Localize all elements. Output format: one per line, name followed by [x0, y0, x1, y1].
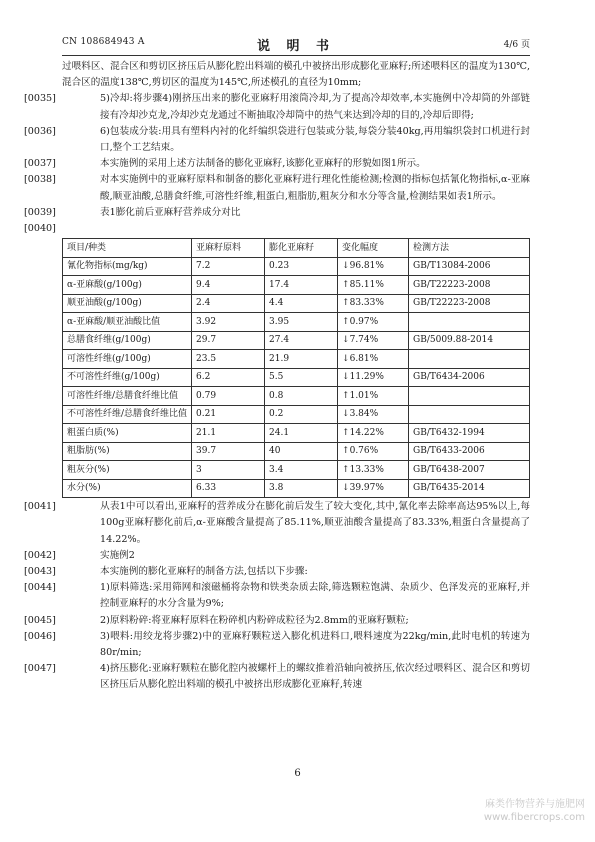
table-cell: GB/5009.88-2014	[409, 331, 530, 350]
table-cell: 29.7	[192, 331, 265, 350]
table-cell: 40	[265, 442, 338, 461]
table-row	[63, 294, 530, 313]
table-header-cell: 项目/种类	[63, 239, 192, 258]
table-cell: ↑83.33%	[338, 294, 409, 313]
table-cell: 39.7	[192, 442, 265, 461]
table-header-cell: 检测方法	[409, 239, 530, 258]
table-row	[63, 479, 530, 498]
watermark-line2: www.fibercrops.com	[483, 812, 585, 823]
paragraph	[24, 629, 530, 661]
table-cell: α-亚麻酸/顺亚油酸比值	[63, 313, 192, 332]
nutrition-table	[62, 238, 530, 498]
paragraph-number: [0036]	[24, 125, 56, 137]
table-cell: 粗脂肪(%)	[63, 442, 192, 461]
table-cell: 3	[192, 461, 265, 480]
table-cell: 顺亚油酸(g/100g)	[63, 294, 192, 313]
table-cell: 0.79	[192, 387, 265, 406]
paragraph	[24, 499, 530, 548]
table-cell: 水分(%)	[63, 479, 192, 498]
table-cell: 3.4	[265, 461, 338, 480]
table-cell: 粗蛋白质(%)	[63, 424, 192, 443]
paragraph-number: [0044]	[24, 582, 56, 594]
paragraphs-before-table	[24, 59, 530, 237]
table-cell: GB/T22223-2008	[409, 276, 530, 295]
table-cell: 23.5	[192, 350, 265, 369]
patent-number: CN 108684943 A	[62, 37, 145, 47]
table-cell: 3.92	[192, 313, 265, 332]
paragraph-text: 3)喂料:用绞龙将步骤2)中的亚麻籽颗粒送入膨化机进料口,喂料速度为22kg/min,此时电机的转速为80r/min;	[100, 630, 530, 659]
paragraph-number: [0037]	[24, 158, 56, 170]
table-header-cell: 膨化亚麻籽	[265, 239, 338, 258]
paragraph-number: [0043]	[24, 566, 56, 578]
table-cell: 2.4	[192, 294, 265, 313]
paragraph	[24, 564, 530, 580]
page-number: 6	[294, 768, 301, 779]
paragraph-number: [0047]	[24, 663, 56, 675]
table-cell: 粗灰分(%)	[63, 461, 192, 480]
table-row	[63, 442, 530, 461]
paragraph-text: 表1膨化前后亚麻籽营养成分对比	[100, 206, 241, 218]
paragraphs-after-table	[24, 499, 530, 693]
table-cell: ↑0.97%	[338, 313, 409, 332]
paragraph	[24, 221, 530, 237]
paragraph	[24, 91, 530, 123]
table-cell: GB/T13084-2006	[409, 257, 530, 276]
paragraph	[24, 172, 530, 204]
paragraph-text: 4)挤压膨化:亚麻籽颗粒在膨化腔内被螺杆上的螺纹推着沿轴向被挤压,依次经过喂料区、混合区和剪切区挤压后从膨化腔出料端的模孔中被挤出形成膨化亚麻籽,转速	[100, 663, 530, 691]
table-header-row	[63, 239, 530, 258]
table-row	[63, 368, 530, 387]
paragraph	[24, 613, 530, 629]
paragraph-text: 5)冷却:将步骤4)刚挤压出来的膨化亚麻籽用滚筒冷却,为了提高冷却效率,本实施例中冷却筒的外部链接有冷却沙克龙,冷却沙克龙通过不断抽取冷却筒中的热气来达到冷却的目的,冷却后即得;	[100, 93, 530, 121]
table-cell: 6.2	[192, 368, 265, 387]
paragraph	[24, 205, 530, 221]
table-row	[63, 276, 530, 295]
header-rule	[62, 55, 530, 56]
table-cell	[409, 350, 530, 369]
table-cell: 氰化物指标(mg/kg)	[63, 257, 192, 276]
paragraph-text: 1)原料筛选:采用筛网和滚磁桶将杂物和铁类杂质去除,筛选颗粒饱满、杂质少、色泽发亮的亚麻籽,并控制亚麻籽的水分含量为9%;	[100, 582, 530, 610]
table-cell: 3.95	[265, 313, 338, 332]
table-cell: 0.21	[192, 405, 265, 424]
table-cell: 不可溶性纤维(g/100g)	[63, 368, 192, 387]
table-cell: GB/T6435-2014	[409, 479, 530, 498]
table-cell: 3.8	[265, 479, 338, 498]
table-cell: ↓3.84%	[338, 405, 409, 424]
paragraph-text: 过喂料区、混合区和剪切区挤压后从膨化腔出料端的模孔中被挤出形成膨化亚麻籽;所述喂料区的温度为130℃,混合区的温度138℃,剪切区的温度为145℃,所述模孔的直径为10mm;	[62, 61, 530, 89]
table-cell: ↓6.81%	[338, 350, 409, 369]
paragraph-text: 从表1中可以看出,亚麻籽的营养成分在膨化前后发生了较大变化,其中,氰化率去除率高达95%以上,每100g亚麻籽膨化前后,α-亚麻酸含量提高了85.11%,顺亚油酸含量提高了83.33%,粗蛋白含量提高了14.22%。	[100, 501, 530, 545]
table-cell: 可溶性纤维/总膳食纤维比值	[63, 387, 192, 406]
watermark-line1: 麻类作物营养与施肥网	[485, 799, 585, 810]
table-row	[63, 313, 530, 332]
table-cell	[409, 313, 530, 332]
paragraph-number: [0042]	[24, 549, 56, 561]
paragraph-number: [0045]	[24, 614, 56, 626]
table-row	[63, 257, 530, 276]
table-cell: ↓11.29%	[338, 368, 409, 387]
document-body	[24, 59, 530, 694]
table-cell: ↑0.76%	[338, 442, 409, 461]
paragraph	[24, 124, 530, 156]
table-cell: GB/T6438-2007	[409, 461, 530, 480]
paragraph-number: [0035]	[24, 93, 56, 105]
table-cell: GB/T6433-2006	[409, 442, 530, 461]
table-cell: 27.4	[265, 331, 338, 350]
document-title: 说 明 书	[256, 39, 336, 54]
table-cell: ↑85.11%	[338, 276, 409, 295]
table-cell: 24.1	[265, 424, 338, 443]
paragraph-text: 6)包装成分装:用具有塑料内衬的化纤编织袋进行包装或分装,每袋分装40kg,再用编织袋封口机进行封口,整个工艺结束。	[100, 125, 530, 154]
table-cell: ↑1.01%	[338, 387, 409, 406]
table-cell	[409, 387, 530, 406]
table-cell: 7.2	[192, 257, 265, 276]
paragraph	[24, 661, 530, 693]
paragraph-text: 对本实施例中的亚麻籽原料和制备的膨化亚麻籽进行理化性能检测;检测的指标包括氰化物指标,α-亚麻酸,顺亚油酸,总膳食纤维,可溶性纤维,粗蛋白,粗脂肪,粗灰分和水分等含量,检测结果如表1所示。	[100, 174, 530, 202]
table-row	[63, 424, 530, 443]
table-cell: 6.33	[192, 479, 265, 498]
table-cell: 17.4	[265, 276, 338, 295]
paragraph	[62, 59, 530, 91]
table-cell: α-亚麻酸(g/100g)	[63, 276, 192, 295]
paragraph-number: [0041]	[24, 501, 56, 513]
table-cell: 不可溶性纤维/总膳食纤维比值	[63, 405, 192, 424]
page-header	[62, 35, 530, 54]
paragraph	[24, 548, 530, 564]
table-row	[63, 461, 530, 480]
table-cell: GB/T6434-2006	[409, 368, 530, 387]
watermark	[484, 798, 585, 824]
table-cell: ↑13.33%	[338, 461, 409, 480]
table-cell: 总膳食纤维(g/100g)	[63, 331, 192, 350]
table-cell: 9.4	[192, 276, 265, 295]
table-cell: 5.5	[265, 368, 338, 387]
paragraph-number: [0039]	[24, 206, 56, 218]
table-header-cell: 变化幅度	[338, 239, 409, 258]
paragraph-number: [0046]	[24, 630, 56, 642]
table-cell: 0.8	[265, 387, 338, 406]
table-cell: 0.2	[265, 405, 338, 424]
table-row	[63, 405, 530, 424]
paragraph-number: [0040]	[24, 223, 56, 235]
table-cell: 4.4	[265, 294, 338, 313]
paragraph	[24, 156, 530, 172]
table-cell: GB/T22223-2008	[409, 294, 530, 313]
table-cell: ↓96.81%	[338, 257, 409, 276]
paragraph-text: 本实施例的膨化亚麻籽的制备方法,包括以下步骤:	[100, 566, 308, 578]
page-indicator: 4/6 页	[503, 40, 530, 50]
table-cell: 21.1	[192, 424, 265, 443]
paragraph-text: 2)原料粉碎:将亚麻籽原料在粉碎机内粉碎成粒径为2.8mm的亚麻籽颗粒;	[100, 614, 409, 626]
paragraph-text: 实施例2	[100, 549, 135, 561]
table-row	[63, 350, 530, 369]
paragraph	[24, 580, 530, 612]
table-row	[63, 331, 530, 350]
table-cell: ↓39.97%	[338, 479, 409, 498]
table-cell: GB/T6432-1994	[409, 424, 530, 443]
table-cell: ↑14.22%	[338, 424, 409, 443]
table-row	[63, 387, 530, 406]
paragraph-number: [0038]	[24, 174, 56, 186]
table-header-cell: 亚麻籽原料	[192, 239, 265, 258]
paragraph-text: 本实施例的采用上述方法制备的膨化亚麻籽,该膨化亚麻籽的形貌如图1所示。	[100, 158, 426, 170]
table-cell	[409, 405, 530, 424]
table-cell: ↓7.74%	[338, 331, 409, 350]
table-cell: 21.9	[265, 350, 338, 369]
table-cell: 可溶性纤维(g/100g)	[63, 350, 192, 369]
table-cell: 0.23	[265, 257, 338, 276]
